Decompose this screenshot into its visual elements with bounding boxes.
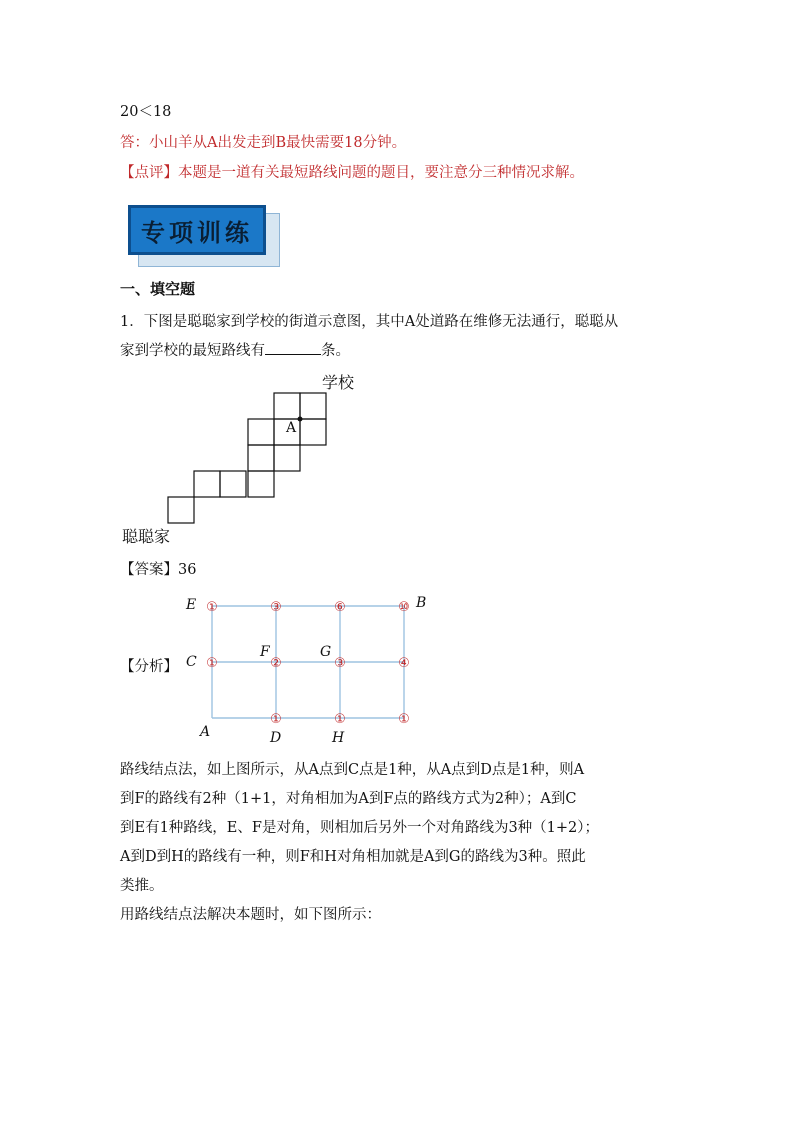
banner-plate [128, 205, 266, 255]
point-a-dot [298, 417, 303, 422]
explanation-line-3: 到E有1种路线，E、F是对角，则相加后另外一个对角路线为3种（1+2）； [120, 820, 600, 836]
node-a-label: A [200, 724, 211, 740]
node-c-label: C [186, 654, 197, 670]
question-line-1: 1．下图是聪聪家到学校的街道示意图，其中A处道路在维修无法通行，聪聪从 [120, 314, 619, 330]
explanation-line-5: 类推。 [120, 878, 164, 894]
node-e-label: E [186, 597, 197, 613]
question-text [120, 308, 680, 366]
node-e-value: ① [206, 600, 218, 615]
node-count-figure [180, 590, 440, 750]
analysis-label: 【分析】 [120, 659, 178, 675]
banner-label: 专项训练 [141, 218, 253, 247]
question-line-2-before: 家到学校的最短路线有 [120, 343, 265, 359]
answer-blank [265, 338, 321, 355]
explanation-line-4: A到D到H的路线有一种，则F和H对角相加就是A到G的路线为3种。照此 [120, 849, 586, 865]
inequality-text: 20＜18 [120, 104, 172, 120]
node-d-value: ① [270, 712, 282, 727]
answer-label: 【答案】36 [120, 562, 197, 578]
section-banner [128, 205, 278, 265]
node-g-label: G [320, 644, 332, 660]
node-bot4-value: ① [398, 712, 410, 727]
school-label: 学校 [322, 373, 355, 392]
home-label: 聪聪家 [122, 527, 171, 546]
node-top3-value: ⑥ [334, 600, 346, 615]
node-g-value: ③ [334, 656, 346, 671]
node-mid4-value: ④ [398, 656, 410, 671]
answer-line: 答：小山羊从A出发走到B最快需要18分钟。 [120, 135, 407, 151]
node-f-value: ② [270, 656, 282, 671]
street-grid-figure [110, 368, 370, 553]
node-f-label: F [260, 644, 270, 660]
node-d-label: D [270, 730, 282, 746]
node-b-label: B [416, 595, 427, 611]
node-c-value: ① [206, 656, 218, 671]
node-grid-lines [212, 606, 404, 718]
explanation-line-6: 用路线结点法解决本题时，如下图所示： [120, 907, 381, 923]
question-line-2 [120, 337, 680, 366]
node-top2-value: ③ [270, 600, 282, 615]
node-h-label: H [332, 730, 345, 746]
question-line-2-after: 条。 [321, 343, 350, 359]
comment-line: 【点评】本题是一道有关最短路线问题的题目，要注意分三种情况求解。 [120, 165, 584, 181]
explanation-text [120, 756, 680, 930]
street-grid-lines [168, 393, 326, 523]
explanation-line-1: 路线结点法，如上图所示，从A点到C点是1种，从A点到D点是1种，则A [120, 762, 585, 778]
section-title: 一、填空题 [120, 280, 196, 298]
explanation-line-2: 到F的路线有2种（1+1，对角相加为A到F点的路线方式为2种）；A到C [120, 791, 577, 807]
node-h-value: ① [334, 712, 346, 727]
point-a-label: A [286, 420, 297, 436]
node-b-value: ⑩ [398, 600, 410, 615]
